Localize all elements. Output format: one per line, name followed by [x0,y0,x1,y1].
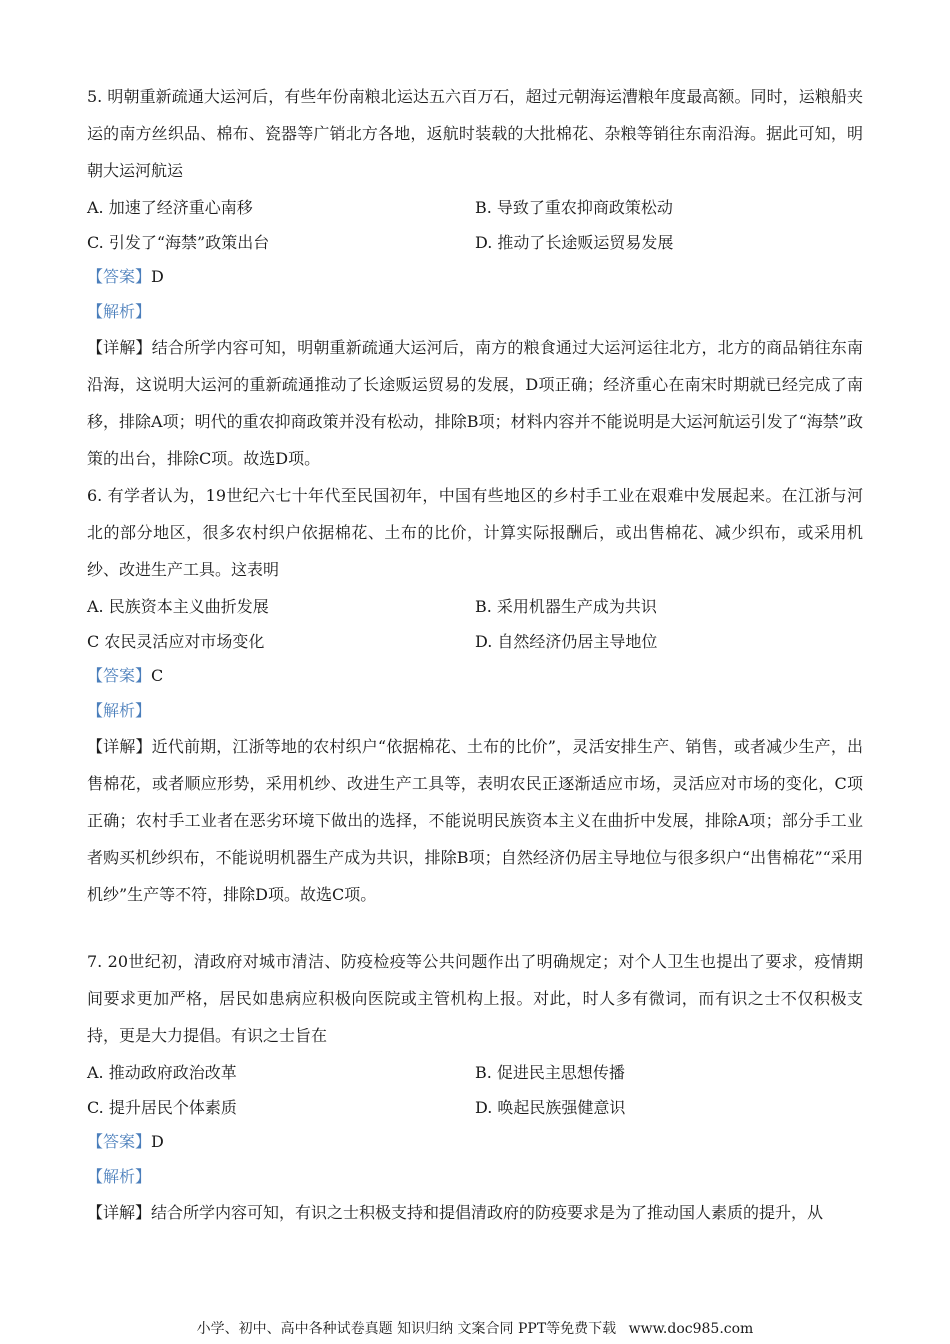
answer-line [87,658,863,693]
option-d: D. 推动了长途贩运贸易发展 [475,233,674,252]
answer-line [87,259,863,294]
option-a: A. 加速了经济重心南移 [87,198,253,217]
option-d: D. 唤起民族强健意识 [475,1098,626,1117]
option-b: B. 促进民主思想传播 [475,1063,625,1082]
detail-paragraph [87,329,863,477]
option-c: C. 提升居民个体素质 [87,1098,237,1117]
answer-tag: 【答案】 [87,666,152,685]
question-6 [87,477,863,913]
analysis-line [87,693,863,728]
detail-text: 结合所学内容可知，有识之士积极支持和提倡清政府的防疫要求是为了推动国人素质的提升，从 [151,1203,824,1222]
spacer [87,913,863,943]
analysis-tag: 【解析】 [87,302,152,321]
analysis-tag: 【解析】 [87,1167,152,1186]
answer-value: D [151,267,164,286]
question-7 [87,943,863,1231]
detail-text: 近代前期，江浙等地的农村织户“依据棉花、土布的比价”，灵活安排生产、销售，或者减少生产，出售棉花，或者顺应形势，采用机纱、改进生产工具等，表明农民正逐渐适应市场，灵活应对市场的变化，C项正确；农村手工业者在恶劣环境下做出的选择，不能说明民族资本主义在曲折中发展，排除A项；部分手工业者购买机纱织布，不能说明机器生产成为共识，排除B项；自然经济仍居主导地位与很多织户“出售棉花”“采用机纱”生产等不符，排除D项。故选C项。 [87,737,863,904]
options-row [87,1054,863,1089]
detail-paragraph [87,1194,863,1231]
footer-text: 小学、初中、高中各种试卷真题 知识归纳 文案合同 PPT等免费下载 [196,1321,617,1337]
question-stem: 6. 有学者认为，19世纪六七十年代至民国初年，中国有些地区的乡村手工业在艰难中发展起来。在江浙与河北的部分地区，很多农村织户依据棉花、土布的比价，计算实际报酬后，或出售棉花、减少织布，或采用机纱、改进生产工具。这表明 [87,486,863,579]
answer-line [87,1124,863,1159]
option-a: A. 民族资本主义曲折发展 [87,597,269,616]
page-footer [0,1318,950,1338]
options-row [87,224,863,259]
detail-tag: 【详解】 [87,737,152,756]
options-row [87,189,863,224]
detail-text: 结合所学内容可知，明朝重新疏通大运河后，南方的粮食通过大运河运往北方，北方的商品销往东南沿海，这说明大运河的重新疏通推动了长途贩运贸易的发展，D项正确；经济重心在南宋时期就已经完成了南移，排除A项；明代的重农抑商政策并没有松动，排除B项；材料内容并不能说明是大运河航运引发了“海禁”政策的出台，排除C项。故选D项。 [87,338,863,468]
answer-value: D [151,1132,164,1151]
option-c: C 农民灵活应对市场变化 [87,632,265,651]
option-b: B. 导致了重农抑商政策松动 [475,198,673,217]
document-body [87,78,863,1231]
analysis-tag: 【解析】 [87,701,152,720]
question-stem: 5. 明朝重新疏通大运河后，有些年份南粮北运达五六百万石，超过元朝海运漕粮年度最高额。同时，运粮船夹运的南方丝织品、棉布、瓷器等广销北方各地，返航时装载的大批棉花、杂粮等销往东南沿海。据此可知，明朝大运河航运 [87,87,863,180]
options-row [87,1089,863,1124]
option-c: C. 引发了“海禁”政策出台 [87,233,270,252]
answer-tag: 【答案】 [87,267,152,286]
detail-tag: 【详解】 [87,1203,152,1222]
question-5 [87,78,863,477]
analysis-line [87,1159,863,1194]
detail-tag: 【详解】 [87,338,152,357]
option-b: B. 采用机器生产成为共识 [475,597,657,616]
question-stem: 7. 20世纪初，清政府对城市清洁、防疫检疫等公共问题作出了明确规定；对个人卫生也提出了要求，疫情期间要求更加严格，居民如患病应积极向医院或主管机构上报。对此，时人多有微词，而有识之士不仅积极支持，更是大力提倡。有识之士旨在 [87,952,863,1045]
option-a: A. 推动政府政治改革 [87,1063,237,1082]
answer-tag: 【答案】 [87,1132,152,1151]
options-row [87,623,863,658]
footer-link[interactable]: www.doc985.com [628,1321,754,1337]
detail-paragraph [87,728,863,913]
analysis-line [87,294,863,329]
answer-value: C [151,666,164,685]
option-d: D. 自然经济仍居主导地位 [475,632,658,651]
options-row [87,588,863,623]
